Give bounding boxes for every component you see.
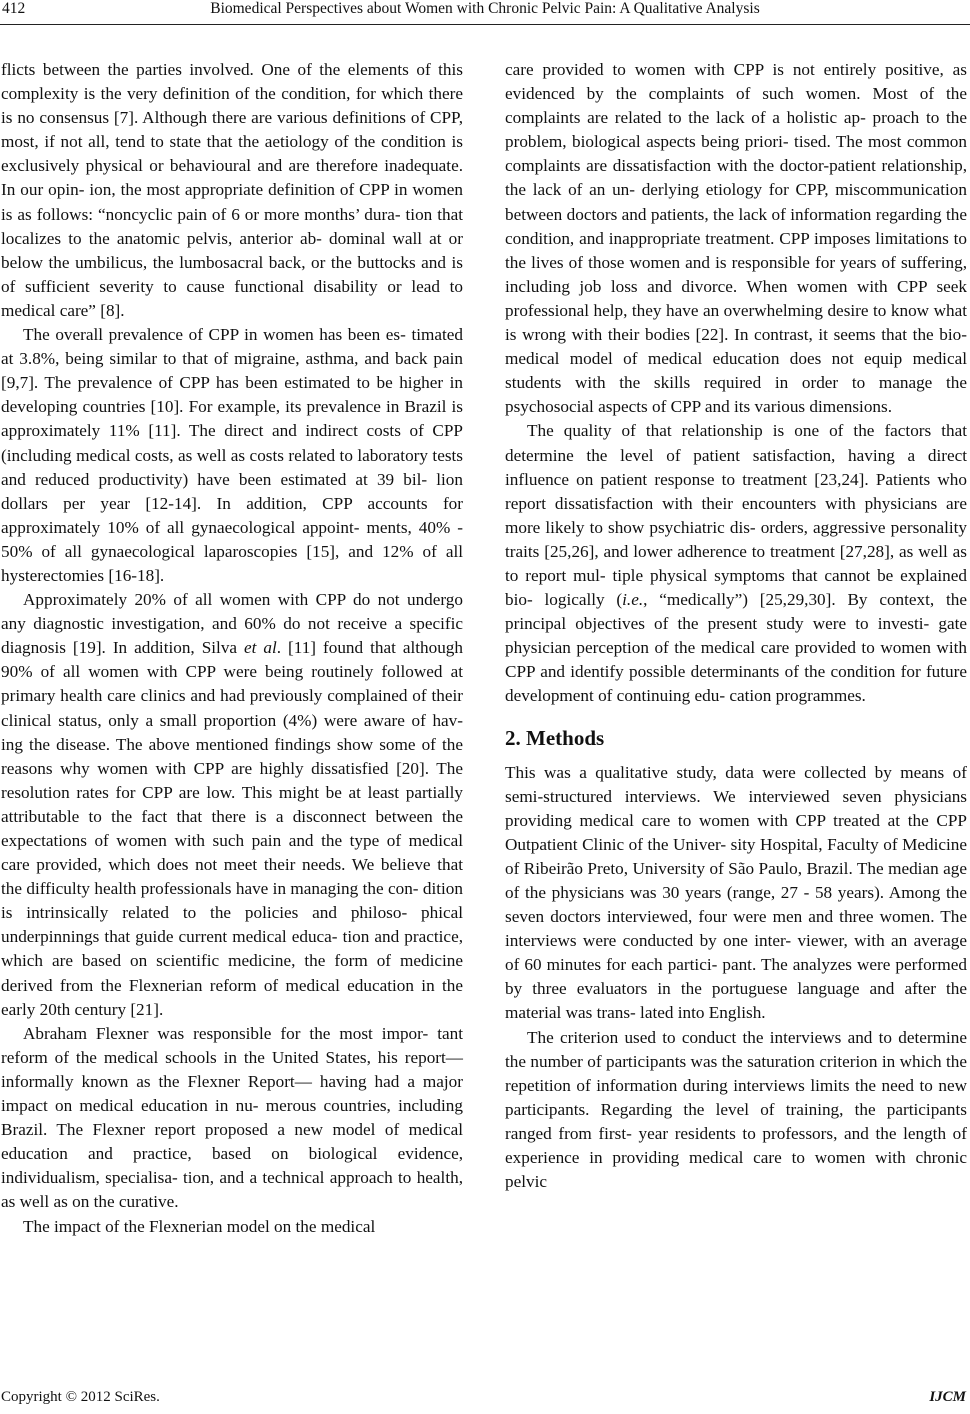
text-run: Approximately 20% of all women with CPP do not undergo any diagnostic investigation, and 60% do not receive a specific diagnosis [19]. In addition, Silva — [1, 590, 463, 658]
italic-text: i.e. — [622, 590, 644, 610]
text-run: , “medically”) [25,29,30]. By context, the principal objectives of the present study were to investi- gate physician perception of the medical care provided to women with CPP and identify possible determinants of the condition for future development of continuing edu- cation programmes. — [505, 590, 967, 706]
body-paragraph: The criterion used to conduct the interviews and to determine the number of participants was the saturation criterion in which the repetition of information during interviews limits the need to new participants. Regarding the level of training, the participants ranged from first- year residents to professors, and the length of experience in providing medical care to women with chronic pelvic — [505, 1027, 967, 1192]
right-column — [505, 58, 967, 1194]
section-heading: 2. Methods — [505, 725, 605, 750]
body-paragraph — [505, 419, 967, 708]
body-paragraph — [1, 588, 463, 1022]
body-paragraph: The impact of the Flexnerian model on the medical — [23, 1216, 376, 1236]
body-paragraph: flicts between the parties involved. One of the elements of this complexity is the very definition of the condition, for which there is no consensus [7]. Although there are various definitions of CPP, most, if not all, tend to state that the aetiology of the condition is exclusively physical or behavioural and are therefore inadequate. In our opin- ion, the most appropriate definition of CPP in women is as follows: “noncyclic pain of 6 or more months’ dura- tion that localizes to the anatomic pelvis, anterior ab- dominal wall at or below the umbilicus, the lumbosacral back, or the buttocks and is of sufficient severity to cause functional disability or lead to medical care” [8]. — [1, 60, 463, 320]
copyright-notice: Copyright © 2012 SciRes. — [1, 1389, 160, 1405]
body-paragraph: The overall prevalence of CPP in women has been es- timated at 3.8%, being similar to that of migraine, asthma, and back pain [9,7]. The prevalence of CPP has been estimated to be higher in developing countries [10]. For example, its prevalence in Brazil is approximately 11% [11]. The direct and indirect costs of CPP (including medical costs, as well as costs related to laboratory tests and reduced productivity) have been estimated at 39 bil- lion dollars per year [12-14]. In addition, CPP accounts for approximately 10% of all gynaecological appoint- ments, 40% - 50% of all gynaecological laparoscopies [15], and 12% of all hysterectomies [16-18]. — [1, 325, 463, 585]
text-run: . [11] found that although 90% of all women with CPP were being routinely followed at primary health care clinics and had previously complained of their clinical status, only a small proportion (4%) were aware of hav- ing the disease. The above mentioned findings show some of the reasons why women with CPP are highly dissatisfied [20]. The resolution rates for CPP are low. This might be at least partially attributable to the fact that there is a disconnect between the expectations of women with such pain and the type of medical care provided, which does not meet their needs. We believe that the difficulty health professionals have in managing the con- dition is intrinsically related to the policies and philoso- phical underpinnings that guide current medical educa- tion and practice, which are based on scientific medicine, the form of medicine derived from the Flexnerian reform of medical education in the early 20th century [21]. — [1, 638, 463, 1019]
body-paragraph: This was a qualitative study, data were collected by means of semi-structured interviews. We interviewed seven physicians providing medical care to women with CPP treated at the CPP Outpatient Clinic of the Univer- sity Hospital, Faculty of Medicine of Ribeirão Preto, University of São Paulo, Brazil. The median age of the physicians was 30 years (range, 27 - 58 years). Among the seven doctors interviewed, four were men and three women. The interviews were conducted by one inter- viewer, with an average of 60 minutes for each partici- pant. The analyzes were performed by three evaluators in the portuguese language and after the material was trans- lated into English. — [505, 762, 967, 1023]
page-header — [0, 0, 970, 20]
running-title: Biomedical Perspectives about Women with Chronic Pelvic Pain: A Qualitative Analysis — [210, 0, 760, 17]
body-paragraph: care provided to women with CPP is not entirely positive, as evidenced by the complaints of such women. Most of the complaints are related to the lack of a holistic ap- proach to the problem, biological aspects being priori- tised. The most common complaints are dissatisfaction with the doctor-patient relationship, the lack of an un- derlying etiology for CPP, miscommunication between doctors and patients, the lack of information regarding the condition, and inappropriate treatment. CPP imposes limitations to the lives of those women and is responsible for years of suffering, including job loss and divorce. When women with CPP seek professional help, they have an overwhelming desire to know what is wrong with their bodies [22]. In contrast, it seems that the bio- medical model of medical education does not equip medical students with the skills required in order to manage the psychosocial aspects of CPP and its various dimensions. — [505, 60, 967, 417]
text-run: The quality of that relationship is one of the factors that determine the level of patient satisfaction, having a direct influence on patient response to treatment [23,24]. Patients who report dissatisfaction with their encounters with physicians are more likely to show psychiatric dis- orders, aggressive personality traits [25,26], and lower adherence to treatment [27,28], as well as to report mul- tiple physical symptoms that cannot be explained bio- logically ( — [505, 421, 967, 610]
page-number: 412 — [2, 0, 26, 17]
page-footer — [0, 1389, 970, 1411]
body-paragraph: Abraham Flexner was responsible for the most impor- tant reform of the medical schools in the United States, his report—informally known as the Flexner Report— having had a major impact on medical education in nu- merous countries, including Brazil. The Flexner report proposed a new model of medical education and practice, based on biological evidence, individualism, specialisa- tion, and a technical approach to health, as well as on the curative. — [1, 1023, 463, 1212]
header-divider — [0, 24, 970, 25]
italic-text: et al — [244, 638, 277, 658]
journal-abbreviation: IJCM — [929, 1389, 966, 1405]
left-column — [1, 58, 463, 1239]
